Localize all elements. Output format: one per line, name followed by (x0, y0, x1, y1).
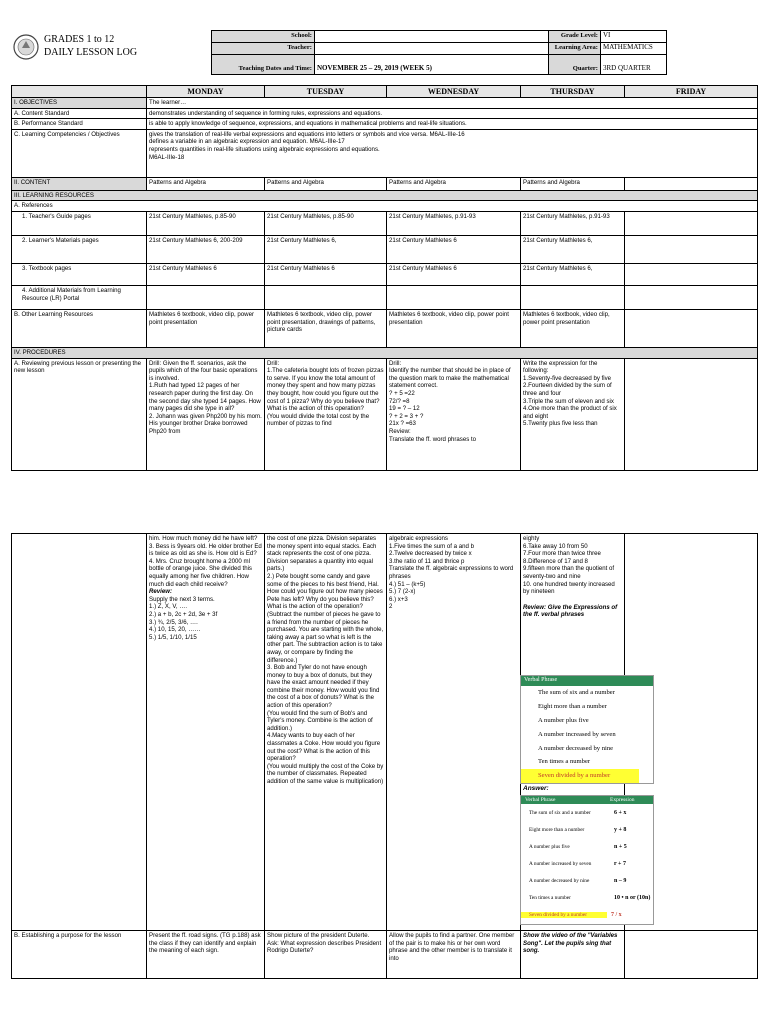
answer-row (521, 855, 653, 872)
verbal-phrase-item: A number increased by seven (538, 730, 616, 738)
teaching-dates-value: NOVEMBER 25 – 29, 2019 (WEEK 5) (315, 55, 549, 75)
day-tuesday: TUESDAY (265, 86, 387, 98)
other-resources-label: B. Other Learning Resources (12, 309, 147, 347)
learning-area-label: Learning Area: (549, 43, 601, 55)
procedures-label: IV. PROCEDURES (12, 347, 758, 358)
answer-header-right: Expression (610, 797, 635, 803)
objectives-text: The learner… (147, 98, 758, 109)
content-thursday: Patterns and Algebra (521, 177, 625, 190)
additional-materials-label: 4. Additional Materials from Learning Resource (LR) Portal (12, 285, 147, 309)
additional-wednesday (387, 285, 521, 309)
verbal-phrase-item: Seven divided by a number (521, 769, 639, 783)
additional-tuesday (265, 285, 387, 309)
other-monday: Mathletes 6 textbook, video clip, power point presentation (147, 309, 265, 347)
verbal-phrase-header: Verbal Phrase (521, 676, 653, 686)
answer-figure (520, 795, 654, 925)
lm-monday: 21st Century Mathletes 6, 200-209 (147, 235, 265, 263)
performance-standard-label: B. Performance Standard (12, 119, 147, 130)
answer-label: Answer: (523, 785, 549, 792)
review-friday-p1 (625, 358, 758, 470)
day-friday: FRIDAY (625, 86, 758, 98)
answer-row (521, 889, 653, 906)
answer-expression: 7 / x (611, 911, 622, 918)
answer-phrase: A number decreased by nine (529, 877, 590, 884)
content-friday (625, 177, 758, 190)
verbal-phrase-item: A number decreased by nine (538, 744, 614, 752)
other-tuesday: Mathletes 6 textbook, video clip, power point presentation, drawings of patterns, picture cards (265, 309, 387, 347)
review-tuesday-p1: Drill: 1.The cafeteria bought lots of frozen pizzas to serve. If you know the total amount of money they spent and how many pizzas they bought, how could you figure out the cost of 1 pizza? Why do you believe that? What is the action of this operation? (You would divide the total cost by the number of pizzas to find (265, 358, 387, 470)
answer-row (521, 872, 653, 889)
tb-wednesday: 21st Century Mathletes 6 (387, 263, 521, 285)
answer-row (521, 821, 653, 838)
answer-row (521, 838, 653, 855)
answer-phrase: A number increased by seven (529, 860, 592, 867)
school-label: School: (212, 31, 315, 43)
competencies-text: gives the translation of real-life verbal expressions and equations into letters or symbols and vice versa. M6AL-IIIe-16 defines a variable in an algebraic expression and equation. M6AL-IIIe-17 represents quantities in real-life situations using algebraic expressions and equations. M6AL-IIIe-18 (147, 129, 758, 177)
verbal-phrase-item: Eight more than a number (538, 702, 607, 710)
review-monday-review-label: Review: (149, 588, 173, 596)
content-label: II. CONTENT (12, 177, 147, 190)
additional-monday (147, 285, 265, 309)
verbal-phrase-item: A number plus five (538, 716, 589, 724)
title-dll: DAILY LESSON LOG (44, 47, 138, 58)
content-standard-label: A. Content Standard (12, 108, 147, 119)
grade-level-label: Grade Level: (549, 31, 601, 43)
header-info-table (211, 30, 667, 75)
answer-expression: n + 5 (614, 843, 627, 850)
additional-thursday (521, 285, 625, 309)
learners-materials-label: 2. Learner's Materials pages (12, 235, 147, 263)
answer-phrase: Ten times a number (529, 894, 571, 901)
answer-phrase: A number plus five (529, 843, 570, 850)
tg-friday (625, 211, 758, 235)
tb-tuesday: 21st Century Mathletes 6 (265, 263, 387, 285)
other-thursday: Mathletes 6 textbook, video clip, power point presentation (521, 309, 625, 347)
answer-row (521, 906, 653, 923)
content-wednesday: Patterns and Algebra (387, 177, 521, 190)
review-tuesday-p2: the cost of one pizza. Division separates the money spent into equal stacks. Each stack represents the cost of one pizza. Division separates a quantity into equal parts.) 2.) Pete bought some candy and gave some of the pieces to his best friend, Hal. How could you figure out how many pieces Pete has left? Why do you believe this? What is the action of the operation? (Subtract the number of pieces he gave to a friend from the number of pieces he purchased. You are starting with the whole, taking away a part so what is left is the other part. The subtraction action is to take away, or compare by finding the difference.) 3. Bob and Tyler do not have enough money to buy a box of donuts, but they have the exact amount needed if they combine their money. How would you find the cost of a box of donuts? What is the action of this operation? (You would find the sum of Bob's and Tyler's money. Combine is the action of addition.) 4.Macy wants to buy each of her classmates a Coke. How would you figure out the cost? What is the action of this operation? (You would multiply the cost of the Coke by the number of classmates. Repeated addition of the same value is multiplication) (265, 534, 387, 931)
title-grades: GRADES 1 to 12 (44, 34, 115, 45)
purpose-tuesday: Show picture of the president Duterte. Ask: What expression describes President Rodrigo Duterte? (265, 931, 387, 979)
answer-list (521, 804, 653, 923)
objectives-label: I. OBJECTIVES (12, 98, 147, 109)
answer-row (521, 804, 653, 821)
deped-seal-logo (13, 31, 39, 65)
answer-expression: r + 7 (614, 860, 626, 867)
lesson-log-table-page1 (11, 85, 758, 471)
review-monday-text: him. How much money did he have left? 3. Bess is 9years old. He older brother Ed is twice as old as she is. How old is Ed? 4. Mrs. Cruz brought home a 2000 ml bottle of orange juice. She divided this equally among her five children. How much did each child receive? (149, 535, 262, 588)
learning-area-value: MATHEMATICS (601, 43, 667, 55)
lm-friday (625, 235, 758, 263)
answer-expression: y + 8 (614, 826, 627, 833)
teacher-label: Teacher: (212, 43, 315, 55)
tb-monday: 21st Century Mathletes 6 (147, 263, 265, 285)
verbal-phrase-item: Ten times a number (538, 758, 591, 766)
performance-standard-text: is able to apply knowledge of sequence, expressions, and equations in mathematical problems and real-life situations. (147, 119, 758, 130)
purpose-label: B. Establishing a purpose for the lesson (12, 931, 147, 979)
answer-phrase: The sum of six and a number (529, 809, 591, 816)
answer-phrase: Seven divided by a number (521, 912, 607, 918)
tb-thursday: 21st Century Mathletes 6, (521, 263, 625, 285)
quarter-label: Quarter: (549, 55, 601, 75)
teaching-dates-label: Teaching Dates and Time: (212, 55, 315, 75)
review-monday-p2 (147, 534, 265, 931)
day-wednesday: WEDNESDAY (387, 86, 521, 98)
learning-resources-label: III. LEARNING RESOURCES (12, 190, 758, 201)
other-friday (625, 309, 758, 347)
answer-header-left: Verbal Phrase (525, 797, 556, 803)
tg-tuesday: 21st Century Mathletes, p.85-90 (265, 211, 387, 235)
verbal-phrase-list (521, 686, 653, 783)
purpose-wednesday: Allow the pupils to find a partner. One member of the pair is to make his or her own word phrase and the other member is to translate it into (387, 931, 521, 979)
teacher-value (315, 43, 549, 55)
tb-friday (625, 263, 758, 285)
lm-wednesday: 21st Century Mathletes 6 (387, 235, 521, 263)
day-header-blank (12, 86, 147, 98)
content-standard-text: demonstrates understanding of sequence in forming rules, expressions and equations. (147, 108, 758, 119)
day-thursday: THURSDAY (521, 86, 625, 98)
grade-level-value: VI (601, 31, 667, 43)
verbal-phrase-figure (520, 675, 654, 784)
school-value (315, 31, 549, 43)
thursday-review-prompt: Review: Give the Expressions of the ff. verbal phrases (523, 603, 618, 619)
reviewing-label-cont (12, 534, 147, 931)
answer-expression: 6 + x (614, 809, 627, 816)
answer-expression: n – 9 (614, 877, 627, 884)
tg-monday: 21st Century Mathletes, p.85-90 (147, 211, 265, 235)
teachers-guide-label: 1. Teacher's Guide pages (12, 211, 147, 235)
competencies-label: C. Learning Competencies / Objectives (12, 129, 147, 177)
references-label: A. References (12, 201, 758, 212)
other-wednesday: Mathletes 6 textbook, video clip, power point presentation (387, 309, 521, 347)
day-monday: MONDAY (147, 86, 265, 98)
quarter-value: 3RD QUARTER (601, 55, 667, 75)
content-tuesday: Patterns and Algebra (265, 177, 387, 190)
review-monday-supply: Supply the next 3 terms. 1.) Z, X, V, …. 2.) a + b, 2c + 2d, 3e + 3f 3.) ¾, 2/5, 3/6, …. 4.) 10, 15, 20, …… 5.) 1/5, 1/10, 1/15 (149, 595, 218, 641)
textbook-pages-label: 3. Textbook pages (12, 263, 147, 285)
review-wednesday-p1: Drill: Identify the number that should be in place of the question mark to make the mathematical statement correct. ? + 5 =22 72/? =8 19 = ? – 12 ? + 2 = 3 + ? 21x ? =63 Review: Translate the ff. word phrases to (387, 358, 521, 470)
purpose-thursday: Show the video of the "Variables Song". Let the pupils sing that song. (521, 931, 625, 979)
verbal-phrase-item: The sum of six and a number (538, 689, 615, 696)
purpose-monday: Present the ff. road signs. (TG p.188) ask the class if they can identify and explain the meaning of each sign. (147, 931, 265, 979)
tg-wednesday: 21st Century Mathletes, p.91-93 (387, 211, 521, 235)
lm-thursday: 21st Century Mathletes 6, (521, 235, 625, 263)
lm-tuesday: 21st Century Mathletes 6, (265, 235, 387, 263)
tg-thursday: 21st Century Mathletes, p.91-93 (521, 211, 625, 235)
content-monday: Patterns and Algebra (147, 177, 265, 190)
review-thursday-text: eighty 6.Take away 10 from 50 7.Four more than twice three 8.Difference of 17 and 8 9.fifteen more than the quotient of seventy-two and nine 10. one hundred twenty increased by nineteen (523, 535, 615, 596)
review-monday-p1: Drill: Given the ff. scenarios, ask the pupils which of the four basic operations is involved. 1.Ruth had typed 12 pages of her research paper during the first day. On the second day she typed 14 pages. How many pages did she type in all? 2. Johann was given Php200 by his mom. His younger brother Drake borrowed Php20 from (147, 358, 265, 470)
purpose-friday (625, 931, 758, 979)
answer-phrase: Eight more than a number (529, 826, 585, 833)
additional-friday (625, 285, 758, 309)
answer-expression: 10 • n or (10n) (614, 894, 651, 901)
reviewing-label: A. Reviewing previous lesson or presenting the new lesson (12, 358, 147, 470)
review-wednesday-p2: algebraic expressions 1.Five times the sum of a and b 2.Twelve decreased by twice x 3.the ratio of 11 and thrice p Translate the ff. algebraic expressions to word phrases 4.) 51 – (k+5) 5.) 7 (2-x) 6.) x+3 2 (387, 534, 521, 931)
review-thursday-p1: Write the expression for the following: 1.Seventy-five decreased by five 2.Fourteen divided by the sum of three and four 3.Triple the sum of eleven and six 4.One more than the product of six and eight 5.Twenty plus five less than (521, 358, 625, 470)
